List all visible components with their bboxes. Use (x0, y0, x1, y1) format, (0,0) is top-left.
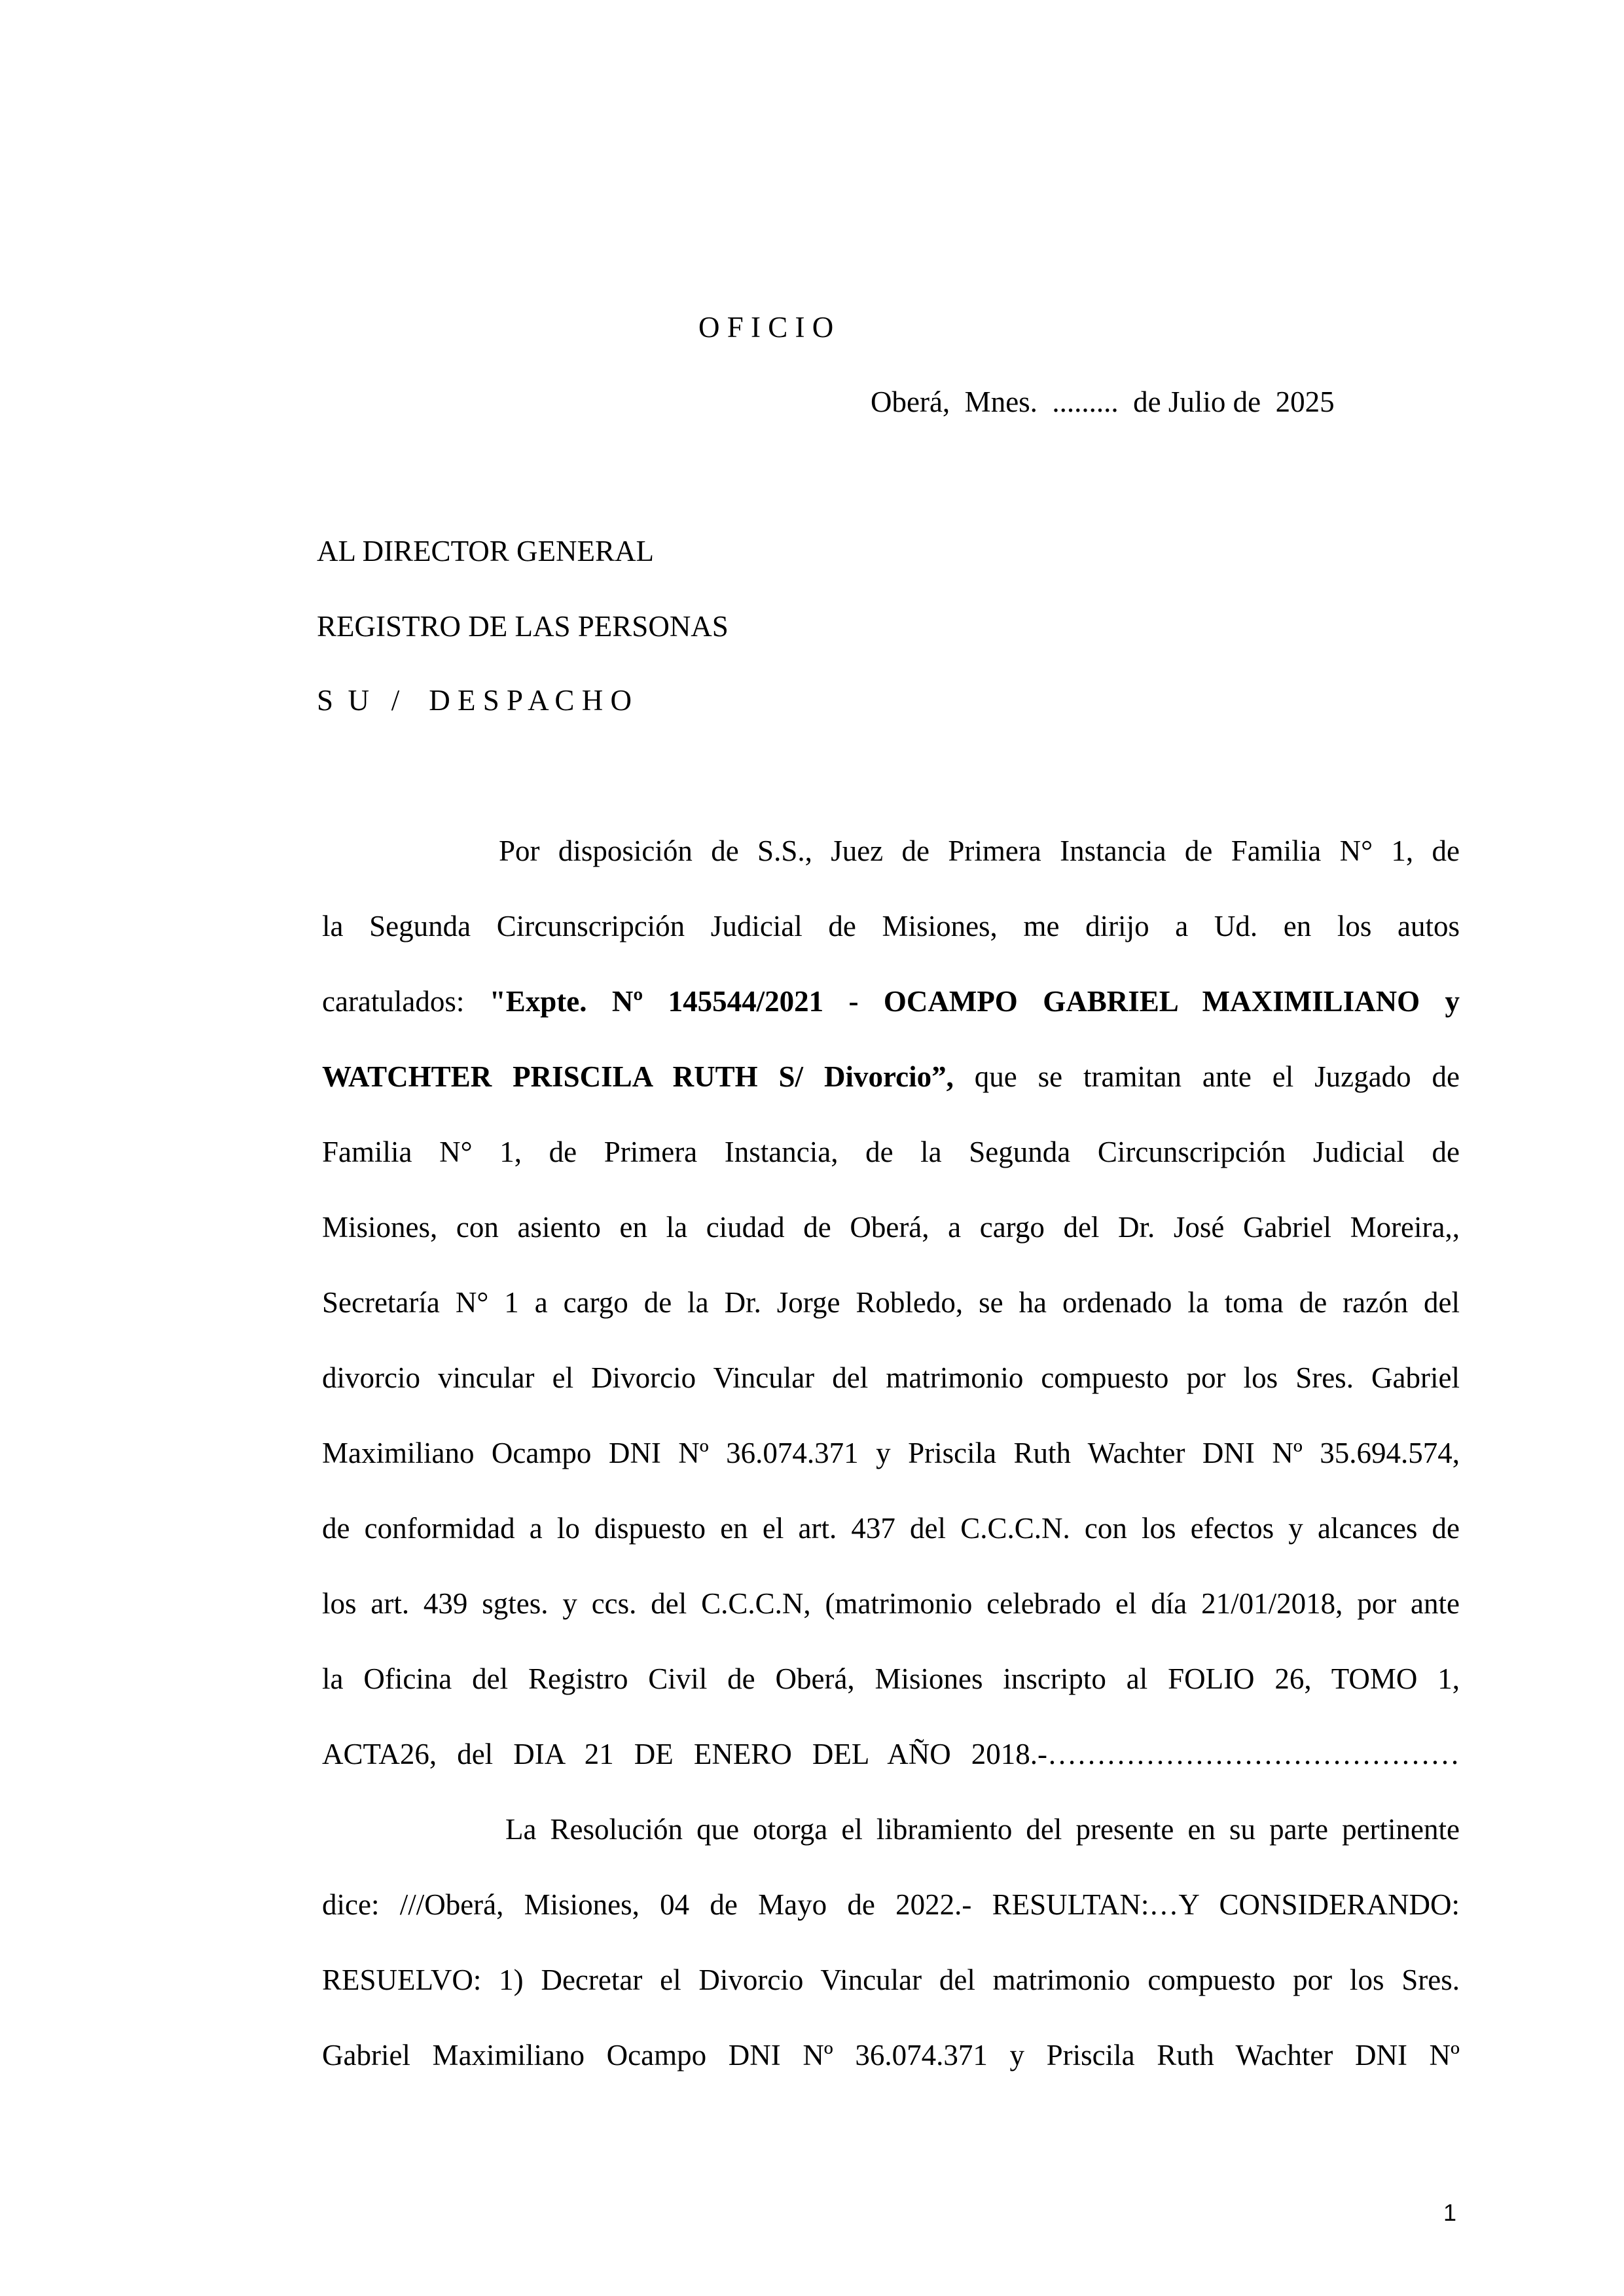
addressee-line-2: REGISTRO DE LAS PERSONAS (317, 610, 729, 643)
body-line: la Segunda Circunscripción Judicial de Misiones, me dirijo a Ud. en los autos (322, 910, 1460, 942)
body-line: dice: ///Oberá, Misiones, 04 de Mayo de 2022.- RESULTAN:…Y CONSIDERANDO: (322, 1888, 1460, 1921)
date-line: Oberá, Mnes. ......... de Julio de 2025 (871, 386, 1335, 418)
case-title-bold: WATCHTER PRISCILA RUTH S/ Divorcio”, (322, 1060, 954, 1093)
addressee-line-1: AL DIRECTOR GENERAL (317, 535, 654, 567)
body-line: divorcio vincular el Divorcio Vincular del matrimonio compuesto por los Sres. Gabriel (322, 1361, 1460, 1394)
body-line: Secretaría N° 1 a cargo de la Dr. Jorge Robledo, se ha ordenado la toma de razón del (322, 1286, 1460, 1319)
body-line: RESUELVO: 1) Decretar el Divorcio Vincular del matrimonio compuesto por los Sres. (322, 1964, 1460, 1996)
body-line: Familia N° 1, de Primera Instancia, de la Segunda Circunscripción Judicial de (322, 1136, 1460, 1168)
body-text: caratulados: (322, 985, 490, 1018)
body-line: Gabriel Maximiliano Ocampo DNI Nº 36.074.371 y Priscila Ruth Wachter DNI Nº (322, 2039, 1460, 2072)
body-line: Por disposición de S.S., Juez de Primera Instancia de Familia N° 1, de (499, 834, 1460, 867)
document-title: O F I C I O (698, 311, 834, 344)
body-text: que se tramitan ante el Juzgado de (953, 1060, 1460, 1093)
body-line: La Resolución que otorga el libramiento del presente en su parte pertinente (505, 1813, 1460, 1846)
body-line: los art. 439 sgtes. y ccs. del C.C.C.N, (matrimonio celebrado el día 21/01/2018, por ante (322, 1587, 1460, 1620)
body-line: Maximiliano Ocampo DNI Nº 36.074.371 y Priscila Ruth Wachter DNI Nº 35.694.574, (322, 1437, 1460, 1469)
body-line-case-title (322, 987, 1460, 1016)
body-line: la Oficina del Registro Civil de Oberá, Misiones inscripto al FOLIO 26, TOMO 1, (322, 1662, 1460, 1695)
body-line: Misiones, con asiento en la ciudad de Oberá, a cargo del Dr. José Gabriel Moreira,, (322, 1211, 1460, 1244)
page-number: 1 (1443, 2199, 1456, 2226)
body-line: de conformidad a lo dispuesto en el art. 437 del C.C.C.N. con los efectos y alcances de (322, 1512, 1460, 1545)
body-line: ACTA26, del DIA 21 DE ENERO DEL AÑO 2018.-…………………………………… (322, 1738, 1460, 1770)
addressee-line-3: S U / D E S P A C H O (317, 684, 632, 717)
case-title-bold: "Expte. Nº 145544/2021 - OCAMPO GABRIEL MAXIMILIANO y (489, 985, 1460, 1018)
body-line-case-title-cont (322, 1062, 1460, 1092)
